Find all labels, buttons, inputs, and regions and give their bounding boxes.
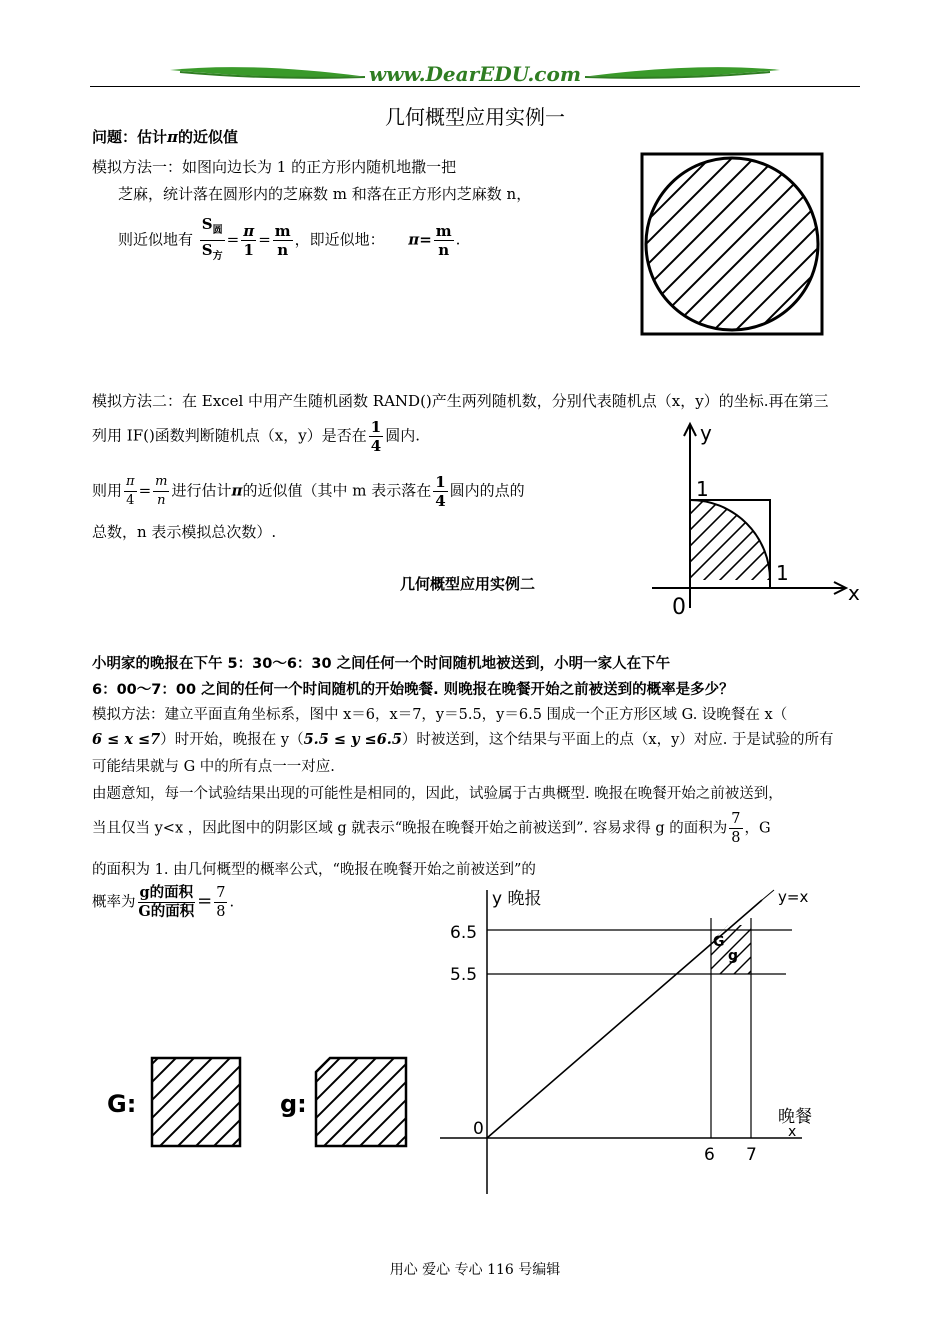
fraction-m-over-n: $\frac{m}{n}$ <box>274 222 291 259</box>
graph-zero: 0 <box>473 1119 484 1139</box>
graph-tick-5-5: 5.5 <box>450 965 478 985</box>
problem-heading: 问题：估计π的近似值 <box>92 128 239 146</box>
quarter-one-top: 1 <box>696 477 709 501</box>
small-square-g-label: g: <box>280 1090 307 1118</box>
fraction-m-over-n-3: $\frac{m}{n}$ <box>155 474 168 508</box>
fraction-pi-over-1: $\frac{\pi}{1}$ <box>243 222 255 259</box>
subtitle-example-two: 几何概型应用实例二 <box>400 575 536 593</box>
solution-line3: 可能结果就与 G 中的所有点一一对应. <box>92 759 335 775</box>
small-square-G <box>150 1056 242 1148</box>
method1-line2: 芝麻，统计落在圆形内的芝麻数 m 和落在正方形内芝麻数 n， <box>118 185 532 203</box>
hatch-line <box>640 152 760 338</box>
method1-formula: 则近似地有 $\frac{S_圆}{S_方}$ = $\frac{\pi}{1}$ = $\frac{m}{n}$ ，即近似地： π= $\frac{m}{n}$ . <box>118 215 460 266</box>
quarter-y-label: y <box>700 421 712 445</box>
graph-yx-label: y=x <box>778 888 809 906</box>
hatch-line <box>754 922 814 982</box>
hatch-line <box>674 152 826 338</box>
header-rule <box>90 86 860 87</box>
solution-probability: 概率为 $\frac{\text{g的面积}}{\text{G的面积}}$ = $\frac{7}{8}$ . <box>92 884 235 920</box>
page-title: 几何概型应用实例一 <box>385 105 565 129</box>
hatch-line <box>762 152 826 338</box>
hatch-line <box>712 922 772 982</box>
hatch-line <box>864 418 870 618</box>
fraction-seven-eighths-2: $\frac{7}{8}$ <box>216 885 226 920</box>
hatch-line <box>696 152 826 338</box>
quarter-x-label: x <box>848 581 860 605</box>
method1-line1: 模拟方法一：如图向边长为 1 的正方形内随机地撒一把 <box>92 158 457 176</box>
hatch-line <box>640 152 804 338</box>
solution-line1: 模拟方法：建立平面直角坐标系，图中 x＝6，x＝7，y＝5.5，y＝6.5 围成一个正方形区域 G. 设晚餐在 x（ <box>92 707 788 723</box>
small-square-G-label: G: <box>107 1090 137 1118</box>
fraction-area-ratio: $\frac{\text{g的面积}}{\text{G的面积}}$ <box>138 884 195 920</box>
quarter-zero: 0 <box>672 595 686 618</box>
fraction-seven-eighths: $\frac{7}{8}$ <box>731 811 741 846</box>
solution-line4: 由题意知，每一个试验结果出现的可能性是相同的，因此，试验属于古典概型. 晚报在晚餐开始之前被送到， <box>92 786 783 802</box>
method2-line2: 列用 IF()函数判断随机点（x，y）是否在 $\frac{1}{4}$ 圆内. <box>92 418 420 455</box>
graph-y-label: y 晚报 <box>492 889 542 909</box>
method2-line1: 模拟方法二：在 Excel 中用产生随机函数 RAND()产生两列随机数，分别代表随机点（x，y）的坐标.再在第三 <box>92 392 829 410</box>
graph-tick-6: 6 <box>704 1145 715 1165</box>
footer-text: 用心 爱心 专心 116 号编辑 <box>389 1262 561 1278</box>
hatch-line <box>330 1056 410 1148</box>
fraction-s-circle-over-s-square: $\frac{S_圆}{S_方}$ <box>201 215 223 262</box>
graph-x-sub: x <box>788 1124 797 1140</box>
quarter-one-right: 1 <box>776 561 789 585</box>
graph-tick-7: 7 <box>746 1145 757 1165</box>
problem2-line2: 6：00～7：00 之间的任何一个时间随机的开始晚餐. 则晚报在晚餐开始之前被送到的概率是多少？ <box>92 682 734 698</box>
method2-line3: 则用 $\frac{\pi}{4}$ = $\frac{m}{n}$ 进行估计π的近似值（其中 m 表示落在 $\frac{1}{4}$ 圆内的点的 <box>92 473 525 510</box>
solution-line2: 6 ≤ x ≤7）时开始，晚报在 y（5.5 ≤ y ≤6.5）时被送到，这个结果与平面上的点（x，y）对应. 于是试验的所有 <box>92 731 834 748</box>
quarter-circle-figure <box>648 418 870 618</box>
logo-text: www.DearEDU.com <box>368 62 581 86</box>
problem2-line1: 小明家的晚报在下午 5：30～6：30 之间任何一个时间随机地被送到，小明一家人在下午 <box>92 656 671 672</box>
graph-x-label: 晚餐 <box>778 1107 812 1127</box>
hatch-line <box>768 922 828 982</box>
circle-in-square-figure <box>640 152 826 338</box>
graph-tick-6-5: 6.5 <box>450 923 478 943</box>
method2-line4: 总数，n 表示模拟总次数）. <box>92 523 277 541</box>
solution-line6: 的面积为 1. 由几何概型的概率公式，“晚报在晚餐开始之前被送到”的 <box>92 862 536 878</box>
fraction-one-quarter-2: $\frac{1}{4}$ <box>435 473 446 510</box>
fraction-pi-over-4: $\frac{\pi}{4}$ <box>126 474 135 508</box>
dinner-newspaper-graph <box>440 882 840 1198</box>
graph-g-label: g <box>728 948 739 964</box>
fraction-one-quarter: $\frac{1}{4}$ <box>370 418 382 455</box>
fraction-m-over-n-2: $\frac{m}{n}$ <box>435 222 452 259</box>
small-square-g <box>314 1056 410 1148</box>
graph-G-label: G <box>713 934 725 950</box>
solution-line5: 当且仅当 y<x ，因此图中的阴影区域 g 就表示“晚报在晚餐开始之前被送到”. 容易求得 g 的面积为 $\frac{7}{8}$ ，G <box>92 811 771 846</box>
hatch-line <box>184 1056 242 1148</box>
